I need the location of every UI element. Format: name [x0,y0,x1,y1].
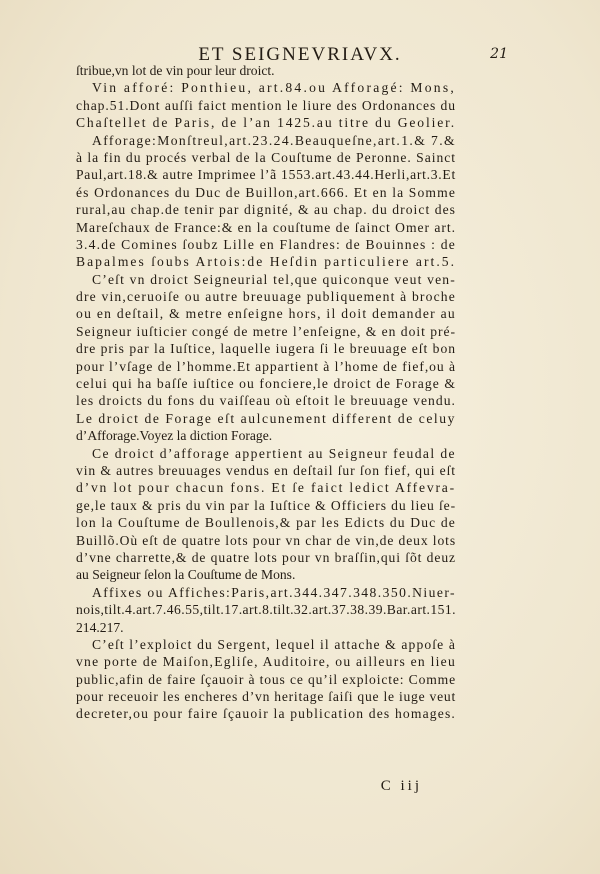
text-line: Paul,art.18.& autre Imprimee l’ã 1553.art.43.44.Herli,art.3.Et [76,167,456,183]
running-head: ET SEIGNEVRIAVX. [198,44,402,65]
text-line: és Ordonances du Duc de Buillon,art.666. Et en la Somme [76,184,456,200]
text-line: C’eſt l’exploict du Sergent, lequel il attache & appoſe à [92,636,456,652]
signature-mark: C iij [380,778,422,794]
text-line: ſtribue,vn lot de vin pour leur droict. [76,63,275,78]
text-line: dre vin,ceruoiſe ou autre breuuage publiquement à broche [76,289,456,305]
text-line: dre pris par la Iuſtice, laquelle iugera ſi le breuuage eſt bon [76,341,456,357]
folio-number: 21 [490,46,508,62]
text-line: Bapalmes ſoubs Artois:de Heſdin particuliere art.5. [76,254,456,270]
text-line: decreter,ou pour faire ſçauoir la publication des homages. [76,706,456,722]
text-line: vne porte de Maiſon,Egliſe, Auditoire, ou ailleurs en lieu [76,654,456,670]
text-line: pour l’vſage de l’homme.Et appartient à l’home de fief,ou à [76,358,456,374]
body-text [76,62,456,723]
text-line: à la fin du procés verbal de la Couſtume de Peronne. Sainct [76,149,456,165]
text-line: vin & autres breuuages vendus en deſtail ſur ſon fief, qui eſt [76,462,456,478]
text-line: Vin afforé: Ponthieu, art.84.ou Afforagé: Mons, [92,80,456,96]
text-line: celui qui ha baſſe iuſtice ou fonciere,le droict de Forage & [76,376,456,392]
text-line: pour receuoir les encheres d’vn heritage ſaiſi que le iuge veut [76,689,456,705]
text-line: Afforage:Monſtreul,art.23.24.Beauqueſne,art.1.& 7.& [92,132,456,148]
text-line: 214.217. [76,619,124,635]
text-line: Chaſtellet de Paris, de l’an 1425.au titre du Geolier. [76,115,456,131]
text-line: C’eſt vn droict Seigneurial tel,que quiconque veut ven- [92,271,456,287]
text-line: d’vn lot pour chacun fons. Et ſe faict ledict Affevra- [76,480,456,496]
text-line: les droicts du fons du vaiſſeau où eſtoit le breuuage vendu. [76,393,456,409]
text-line: ou en deſtail, & metre enſeigne hors, il doit demander au [76,306,456,322]
text-line: d’Afforage.Voyez la diction Forage. [76,428,273,444]
text-line: ge,le taux & pris du vin par la Iuſtice & Officiers du lieu ſe- [76,497,456,513]
text-line: public,afin de faire ſçauoir à tous ce qu’il exploicte: Comme [76,671,456,687]
text-line: Seigneur iuſticier congé de metre l’enſeigne, & en doit pré- [76,323,456,339]
text-line: Affixes ou Affiches:Paris,art.344.347.348.350.Niuer- [92,584,456,600]
text-line: Mareſchaux de France:& en la couſtume de ſainct Omer art. [76,219,456,235]
text-line: rural,au chap.de tenir par dignité, & au chap. du droict des [76,202,456,218]
text-line: Buillõ.Où eſt de quatre lots pour vn char de vin,de deux lots [76,532,456,548]
text-line: Ce droict d’afforage appertient au Seigneur feudal de [92,445,456,461]
text-line: chap.51.Dont auſſi faict mention le liure des Ordonances du [76,97,456,113]
text-line: au Seigneur ſelon la Couſtume de Mons. [76,567,296,583]
text-line: 3.4.de Comines ſoubz Lille en Flandres: de Bouinnes : de [76,236,456,252]
text-line: d’vne charrette,& de quatre lots pour vn braſſin,qui ſõt deuz [76,549,456,565]
text-line: Le droict de Forage eſt aulcunement different de celuy [76,410,456,426]
text-line: lon la Couſtume de Boullenois,& par les Edicts du Duc de [76,515,456,531]
text-line: nois,tilt.4.art.7.46.55,tilt.17.art.8.tilt.32.art.37.38.39.Bar.art.151. [76,602,456,618]
